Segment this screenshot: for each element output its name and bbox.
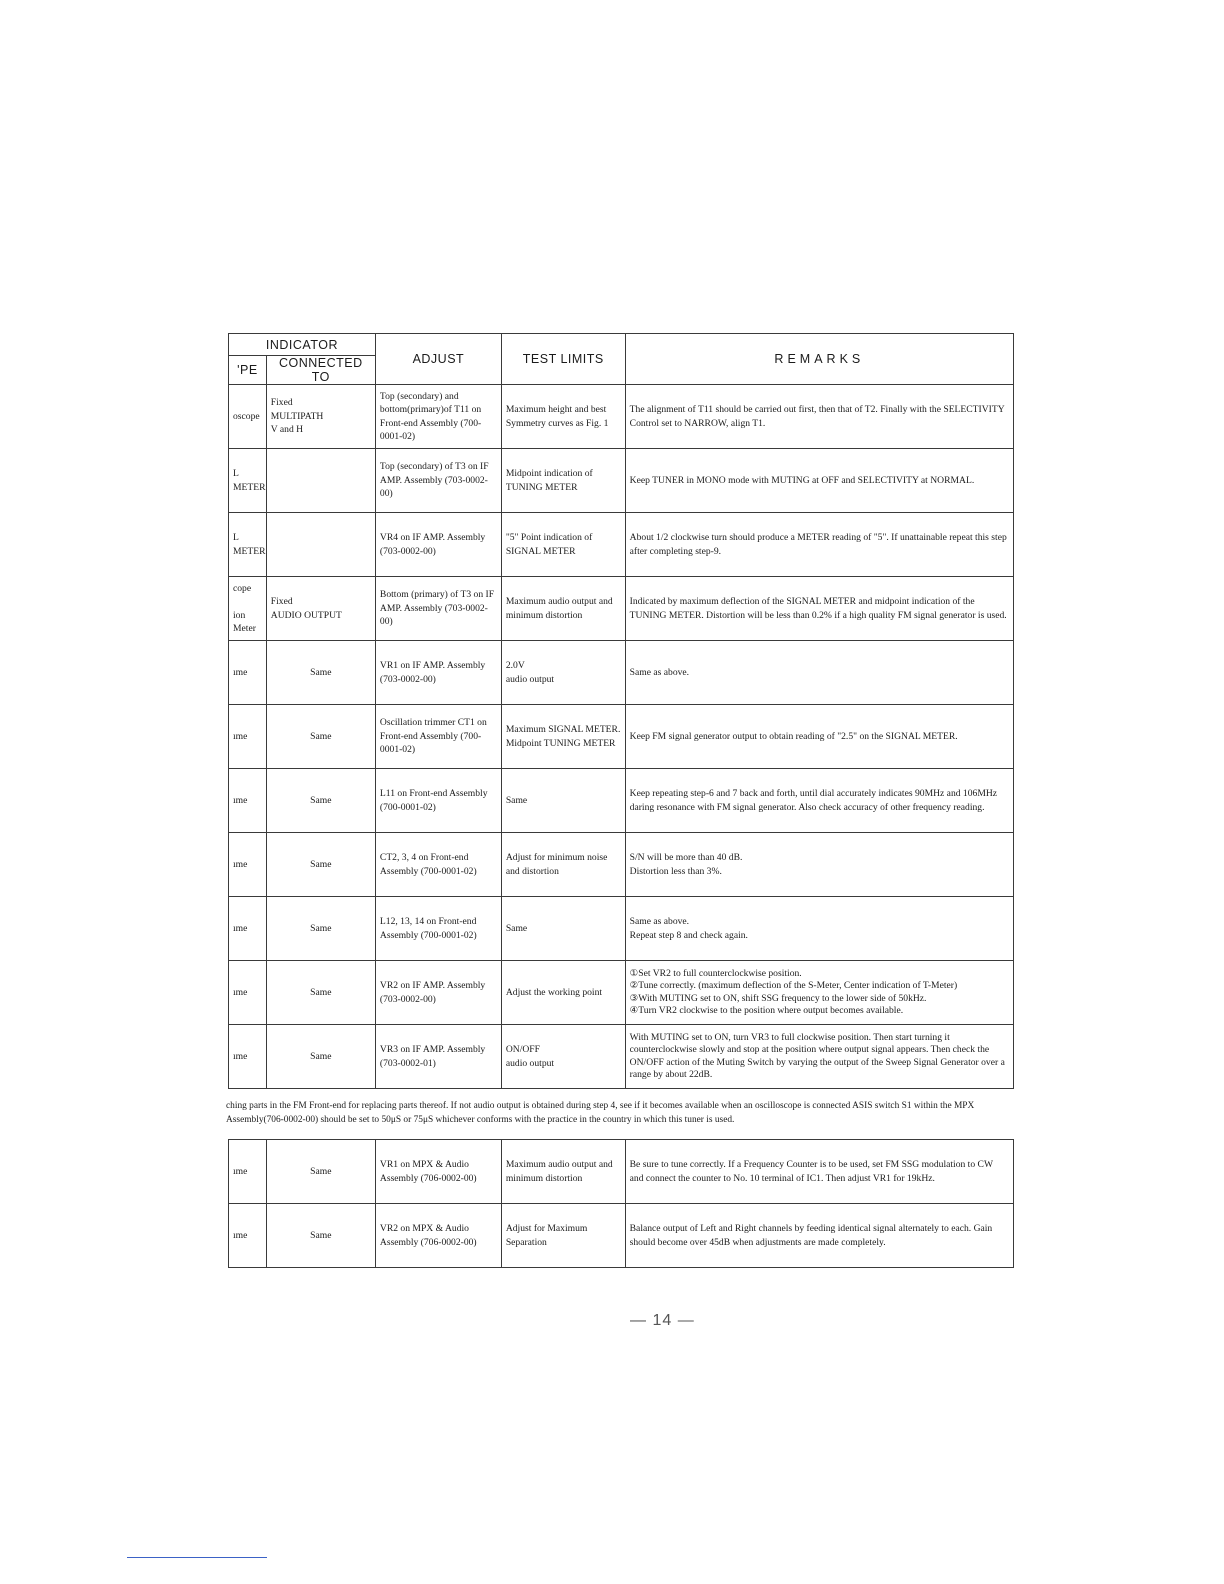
adjust-cell: Bottom (primary) of T3 on IF AMP. Assembly (703-0002-00) xyxy=(375,577,501,641)
remarks-cell: Indicated by maximum deflection of the SIGNAL METER and midpoint indication of the TUNING METER. Distortion will be less than 0.2% if a high quality FM signal generator is used. xyxy=(625,577,1013,641)
remarks-cell: The alignment of T11 should be carried out first, then that of T2. Finally with the SELECTIVITY Control set to NARROW, align T1. xyxy=(625,385,1013,449)
table-row xyxy=(229,577,1014,641)
table-row xyxy=(229,1204,1014,1268)
adjust-cell: Top (secondary) of T3 on IF AMP. Assembly (703-0002-00) xyxy=(375,449,501,513)
test-limits-cell: Maximum audio output and minimum distortion xyxy=(501,577,625,641)
type-cell: ıme xyxy=(229,705,267,769)
type-cell: cope ion Meter xyxy=(229,577,267,641)
type-cell: ıme xyxy=(229,1204,267,1268)
connected-to-cell: Same xyxy=(266,769,375,833)
remarks-cell: Same as above. Repeat step 8 and check again. xyxy=(625,897,1013,961)
adjust-cell: L11 on Front-end Assembly (700-0001-02) xyxy=(375,769,501,833)
remarks-cell: Be sure to tune correctly. If a Frequency Counter is to be used, set FM SSG modulation to CW and connect the counter to No. 10 terminal of IC1. Then adjust VR1 for 19kHz. xyxy=(625,1140,1013,1204)
adjust-cell: CT2, 3, 4 on Front-end Assembly (700-0001-02) xyxy=(375,833,501,897)
table-body-fm xyxy=(229,385,1014,1089)
connected-to-cell xyxy=(266,513,375,577)
table-row xyxy=(229,641,1014,705)
type-cell: ıme xyxy=(229,833,267,897)
connected-to-cell: Same xyxy=(266,1140,375,1204)
test-limits-cell: Same xyxy=(501,769,625,833)
table-row xyxy=(229,1025,1014,1089)
type-cell: ıme xyxy=(229,897,267,961)
page-number: — 14 — xyxy=(630,1312,695,1329)
remarks-cell: With MUTING set to ON, turn VR3 to full clockwise position. Then start turning it counterclockwise slowly and stop at the position where output signal appears. Then check the ON/OFF action of the Muting Switch by varying the output of the Sweep Signal Generator over a range by about 22dB. xyxy=(625,1025,1013,1089)
adjust-cell: VR2 on MPX & Audio Assembly (706-0002-00) xyxy=(375,1204,501,1268)
type-cell: L METER xyxy=(229,449,267,513)
test-limits-cell: Adjust for Maximum Separation xyxy=(501,1204,625,1268)
adjust-cell: L12, 13, 14 on Front-end Assembly (700-0001-02) xyxy=(375,897,501,961)
table-row xyxy=(229,769,1014,833)
connected-to-cell: Same xyxy=(266,961,375,1025)
step-note: ching parts in the FM Front-end for replacing parts thereof. If not audio output is obtained during step 4, see if it becomes available when an oscilloscope is connected ASIS switch S1 within the MPX Assembly(706-0002-00) should be set to 50μS or 75μS whichever conforms with the practice in the country in which this tuner is used. xyxy=(226,1101,975,1125)
table-row xyxy=(229,897,1014,961)
adjust-cell: VR1 on MPX & Audio Assembly (706-0002-00) xyxy=(375,1140,501,1204)
table-row xyxy=(229,513,1014,577)
test-limits-cell: Maximum height and best Symmetry curves as Fig. 1 xyxy=(501,385,625,449)
remarks-cell: Keep FM signal generator output to obtain reading of "2.5" on the SIGNAL METER. xyxy=(625,705,1013,769)
connected-to-cell: Same xyxy=(266,833,375,897)
test-limits-cell: Maximum audio output and minimum distortion xyxy=(501,1140,625,1204)
footer-rule xyxy=(127,1557,267,1558)
connected-to-cell: Same xyxy=(266,1204,375,1268)
adjust-header: ADJUST xyxy=(375,334,501,385)
table-row xyxy=(229,705,1014,769)
remarks-cell: Keep repeating step-6 and 7 back and forth, until dial accurately indicates 90MHz and 106MHz daring resonance with FM signal generator. Also check accuracy of other frequency reading. xyxy=(625,769,1013,833)
type-cell: ıme xyxy=(229,769,267,833)
adjustment-sheet xyxy=(228,333,1014,1268)
remarks-cell: ①Set VR2 to full counterclockwise position. ②Tune correctly. (maximum deflection of the S-Meter, Center indication of T-Meter) ③With MUTING set to ON, shift SSG frequency to the lower side of 50kHz. ④Turn VR2 clockwise to the position where output becomes available. xyxy=(625,961,1013,1025)
adjust-cell: VR2 on IF AMP. Assembly (703-0002-00) xyxy=(375,961,501,1025)
table-row xyxy=(229,833,1014,897)
type-cell: L METER xyxy=(229,513,267,577)
adjust-cell: VR1 on IF AMP. Assembly (703-0002-00) xyxy=(375,641,501,705)
type-cell: ıme xyxy=(229,1025,267,1089)
connected-to-cell: Same xyxy=(266,705,375,769)
test-limits-cell: ON/OFF audio output xyxy=(501,1025,625,1089)
table-row xyxy=(229,449,1014,513)
adjust-cell: VR4 on IF AMP. Assembly (703-0002-00) xyxy=(375,513,501,577)
connected-to-cell: Same xyxy=(266,641,375,705)
test-limits-cell: "5" Point indication of SIGNAL METER xyxy=(501,513,625,577)
test-limits-cell: 2.0V audio output xyxy=(501,641,625,705)
remarks-cell: Balance output of Left and Right channels by feeding identical signal alternately to each. Gain should become over 45dB when adjustments are made completely. xyxy=(625,1204,1013,1268)
remarks-cell: Same as above. xyxy=(625,641,1013,705)
adjust-cell: Oscillation trimmer CT1 on Front-end Assembly (700-0001-02) xyxy=(375,705,501,769)
connected-to-cell: Fixed AUDIO OUTPUT xyxy=(266,577,375,641)
indicator-header: INDICATOR xyxy=(229,334,376,356)
table-row xyxy=(229,1140,1014,1204)
connected-to-header: CONNECTED TO xyxy=(266,356,375,385)
type-header: 'PE xyxy=(229,356,267,385)
type-cell: ıme xyxy=(229,961,267,1025)
type-cell: ıme xyxy=(229,641,267,705)
test-limits-cell: Adjust the working point xyxy=(501,961,625,1025)
remarks-header: REMARKS xyxy=(625,334,1013,385)
test-limits-header: TEST LIMITS xyxy=(501,334,625,385)
adjust-cell: Top (secondary) and bottom(primary)of T11 on Front-end Assembly (700-0001-02) xyxy=(375,385,501,449)
remarks-cell: About 1/2 clockwise turn should produce a METER reading of "5". If unattainable repeat this step after completing step-9. xyxy=(625,513,1013,577)
connected-to-cell: Fixed MULTIPATH V and H xyxy=(266,385,375,449)
table-row xyxy=(229,961,1014,1025)
test-limits-cell: Adjust for minimum noise and distortion xyxy=(501,833,625,897)
test-limits-cell: Midpoint indication of TUNING METER xyxy=(501,449,625,513)
table-row xyxy=(229,385,1014,449)
remarks-cell: Keep TUNER in MONO mode with MUTING at OFF and SELECTIVITY at NORMAL. xyxy=(625,449,1013,513)
alignment-table-mpx xyxy=(228,1139,1014,1268)
test-limits-cell: Same xyxy=(501,897,625,961)
test-limits-cell: Maximum SIGNAL METER. Midpoint TUNING METER xyxy=(501,705,625,769)
remarks-cell: S/N will be more than 40 dB. Distortion less than 3%. xyxy=(625,833,1013,897)
connected-to-cell: Same xyxy=(266,1025,375,1089)
connected-to-cell: Same xyxy=(266,897,375,961)
connected-to-cell xyxy=(266,449,375,513)
type-cell: oscope xyxy=(229,385,267,449)
type-cell: ıme xyxy=(229,1140,267,1204)
alignment-table xyxy=(228,333,1014,1089)
table-body-mpx xyxy=(229,1140,1014,1268)
adjust-cell: VR3 on IF AMP. Assembly (703-0002-01) xyxy=(375,1025,501,1089)
